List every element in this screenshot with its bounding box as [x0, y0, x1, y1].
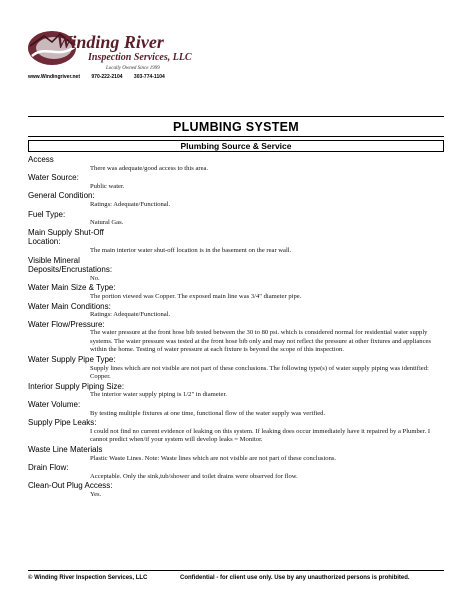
company-logo: [26, 26, 192, 76]
footer-copyright: © Winding River Inspection Services, LLC: [28, 575, 148, 581]
item-label: Water Main Conditions:: [28, 301, 111, 311]
item-label: Water Source:: [28, 173, 79, 183]
inspection-item: [28, 355, 446, 382]
item-text: Ratings: Adequate/Functional.: [90, 200, 171, 208]
item-text: No.: [90, 274, 100, 282]
item-label: Waste Line Materials: [28, 445, 103, 454]
inspection-item: [28, 418, 446, 445]
item-label: Interior Supply Piping Size:: [28, 381, 125, 391]
phone-1: 970-222-2104: [91, 74, 123, 80]
inspection-item: [28, 155, 446, 173]
title-rule-top: [28, 116, 444, 117]
section-title: PLUMBING SYSTEM: [172, 120, 300, 134]
item-label: Clean-Out Plug Access:: [28, 481, 113, 491]
inspection-item: [28, 445, 446, 463]
item-text: Ratings: Adequate/Functional.: [90, 311, 171, 319]
item-text: The main interior water shut-off location is in the basement on the rear wall.: [90, 246, 292, 254]
inspection-items: [28, 155, 446, 500]
item-label: Water Main Size & Type:: [28, 283, 116, 293]
item-label: General Condition:: [28, 191, 95, 201]
inspection-item: [28, 382, 446, 400]
inspection-item: [28, 400, 446, 418]
inspection-item: [28, 463, 446, 481]
contact-line: [28, 74, 175, 80]
inspection-item: [28, 283, 446, 301]
item-text: The interior water supply piping is 1/2" in diameter.: [90, 391, 227, 399]
footer-confidential: Confidential - for client use only. Use by any unauthorized persons is prohibited.: [180, 575, 410, 581]
section-subtitle: Plumbing Source & Service: [28, 140, 444, 152]
inspection-item: [28, 302, 446, 320]
item-text: Plastic Waste Lines. Note: Waste lines which are not visible are not part of these conclusions.: [90, 454, 337, 462]
item-text: Public water.: [90, 182, 125, 190]
item-label: Access: [28, 155, 54, 164]
item-label: Water Flow/Pressure:: [28, 319, 105, 329]
website-link[interactable]: www.Windingriver.net: [28, 74, 80, 80]
item-text: Acceptable. Only the sink,tub/shower and toilet drains were observed for flow.: [90, 472, 298, 480]
item-text: Natural Gas.: [90, 219, 124, 227]
company-since: Locally Owned Since 1999: [106, 66, 160, 71]
item-label: Supply Pipe Leaks:: [28, 418, 97, 428]
inspection-item: [28, 256, 446, 284]
footer: [28, 575, 410, 581]
item-label: Water Supply Pipe Type:: [28, 355, 116, 365]
inspection-item: [28, 320, 446, 355]
item-text: Supply lines which are not visible are not part of these conclusions. The following type(s) of water supply piping was identified: Copper.: [90, 364, 429, 381]
inspection-item: [28, 210, 446, 228]
item-text: The portion viewed was Copper. The exposed main line was 3/4" diameter pipe.: [90, 292, 302, 300]
inspection-item: [28, 191, 446, 209]
item-text: There was adequate/good access to this area.: [90, 164, 209, 172]
title-rule-bottom: [28, 136, 444, 137]
company-name: Winding River: [56, 32, 164, 52]
item-label: Drain Flow:: [28, 463, 69, 473]
phone-2: 303-774-1104: [133, 74, 165, 80]
item-text: I could not find no current evidence of leaking on this system. If leaking does occur immediately have it repaired by a Plumber. I cannot predict when/if your system will develop leaks = Monitor.: [90, 427, 431, 444]
inspection-item: [28, 173, 446, 191]
item-text: By testing multiple fixtures at one time, functional flow of the water supply was verified.: [90, 409, 326, 417]
footer-rule: [28, 570, 444, 571]
item-label: Main Supply Shut-Off Location:: [28, 227, 104, 247]
company-subtitle: Inspection Services, LLC: [88, 52, 192, 63]
inspection-item: [28, 228, 446, 256]
item-label: Water Volume:: [28, 400, 81, 410]
item-text: Yes.: [90, 490, 102, 498]
item-label: Visible Mineral Deposits/Encrustations:: [28, 255, 113, 275]
item-text: The water pressure at the front hose bib tested between the 30 to 80 psi. which is considered normal for residential water supply systems. The water pressure was tested at the front hose bib only and may not reflect the pressure at other fixtures and appliances within the home. Testing of water pressure at each fixture is beyond the scope of this inspection.: [90, 329, 431, 354]
inspection-item: [28, 481, 446, 499]
item-label: Fuel Type:: [28, 209, 66, 219]
